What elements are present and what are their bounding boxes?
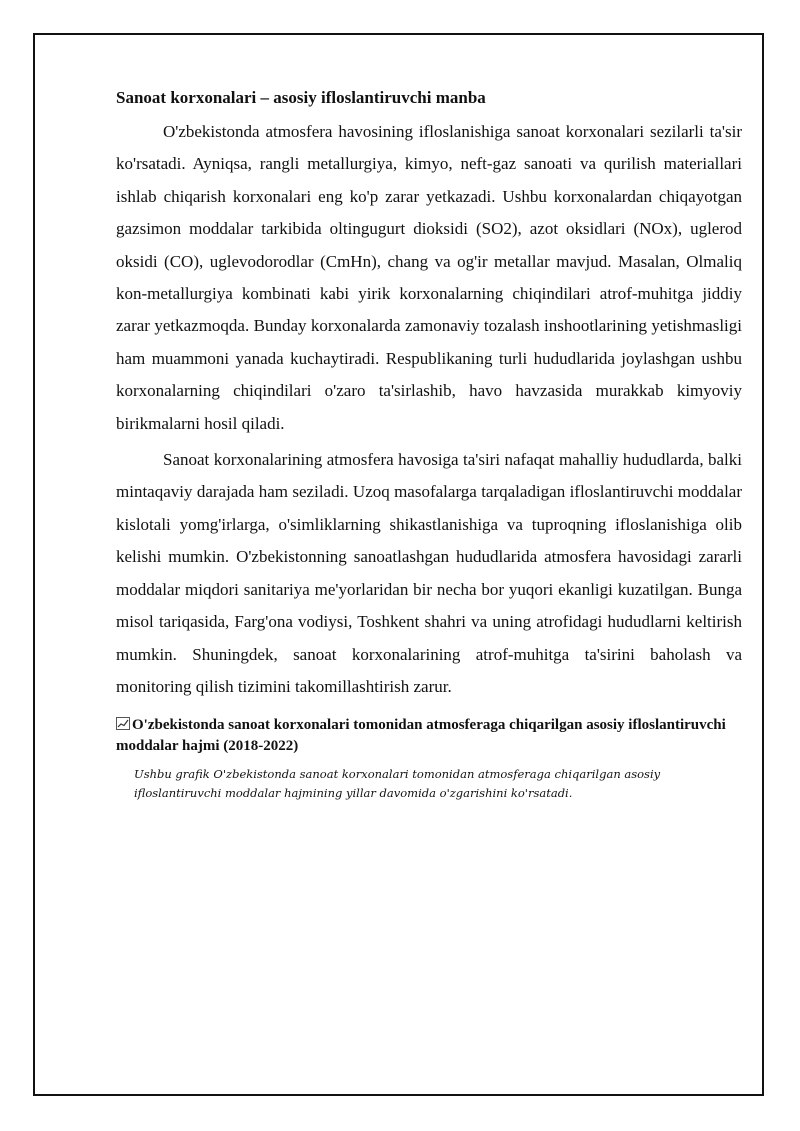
chart-increasing-icon bbox=[116, 717, 130, 730]
section-heading: Sanoat korxonalari – asosiy ifloslantiruvchi manba bbox=[116, 88, 486, 107]
paragraph: Sanoat korxonalarining atmosfera havosiga ta'siri nafaqat mahalliy hududlarda, balki mintaqaviy darajada ham seziladi. Uzoq masofalarga tarqaladigan ifloslantiruvchi moddalar kislotali yomg'irlarga, o'simliklarning shikastlanishiga va tuproqning ifloslanishiga olib kelishi mumkin. O'zbekistonning sanoatlashgan hududlarida atmosfera havosidagi zararli moddalar miqdori sanitariya me'yorlaridan bir necha bor yuqori ekanligi kuzatilgan. Bunga misol tariqasida, Farg'ona vodiysi, Toshkent shahri va uning atrofidagi hududlarni keltirish mumkin. Shuningdek, sanoat korxonalarining atrof-muhitga ta'sirini baholash va monitoring qilish tizimini takomillashtirish zarur. bbox=[116, 450, 742, 696]
chart-title-text: O'zbekistonda sanoat korxonalari tomonidan atmosferaga chiqarilgan asosiy ifloslantiruvchi moddalar hajmi (2018-2022) bbox=[116, 717, 726, 755]
document-body bbox=[116, 86, 742, 803]
chart-caption: Ushbu grafik O'zbekistonda sanoat korxonalari tomonidan atmosferaga chiqarilgan asosiy ifloslantiruvchi moddalar hajmining yillar davomida o'zgarishini ko'rsatadi. bbox=[134, 767, 661, 801]
chart-figure bbox=[116, 715, 742, 803]
paragraph: O'zbekistonda atmosfera havosining ifloslanishiga sanoat korxonalari sezilarli ta'sir ko'rsatadi. Ayniqsa, rangli metallurgiya, kimyo, neft-gaz sanoati va qurilish materiallari ishlab chiqarish korxonalari eng ko'p zarar yetkazadi. Ushbu korxonalardan chiqayotgan gazsimon moddalar tarkibida oltingugurt dioksidi (SO2), azot oksidlari (NOx), uglerod oksidi (CO), uglevodorodlar (CmHn), chang va og'ir metallar mavjud. Masalan, Olmaliq kon-metallurgiya kombinati kabi yirik korxonalarning chiqindilari atrof-muhitga jiddiy zarar yetkazmoqda. Bunday korxonalarda zamonaviy tozalash inshootlarining yetishmasligi ham muammoni yanada kuchaytiradi. Respublikaning turli hududlarida joylashgan ushbu korxonalarning chiqindilari o'zaro ta'sirlashib, havo havzasida murakkab kimyoviy birikmalarni hosil qiladi. bbox=[116, 122, 742, 433]
chart-title bbox=[116, 715, 742, 757]
